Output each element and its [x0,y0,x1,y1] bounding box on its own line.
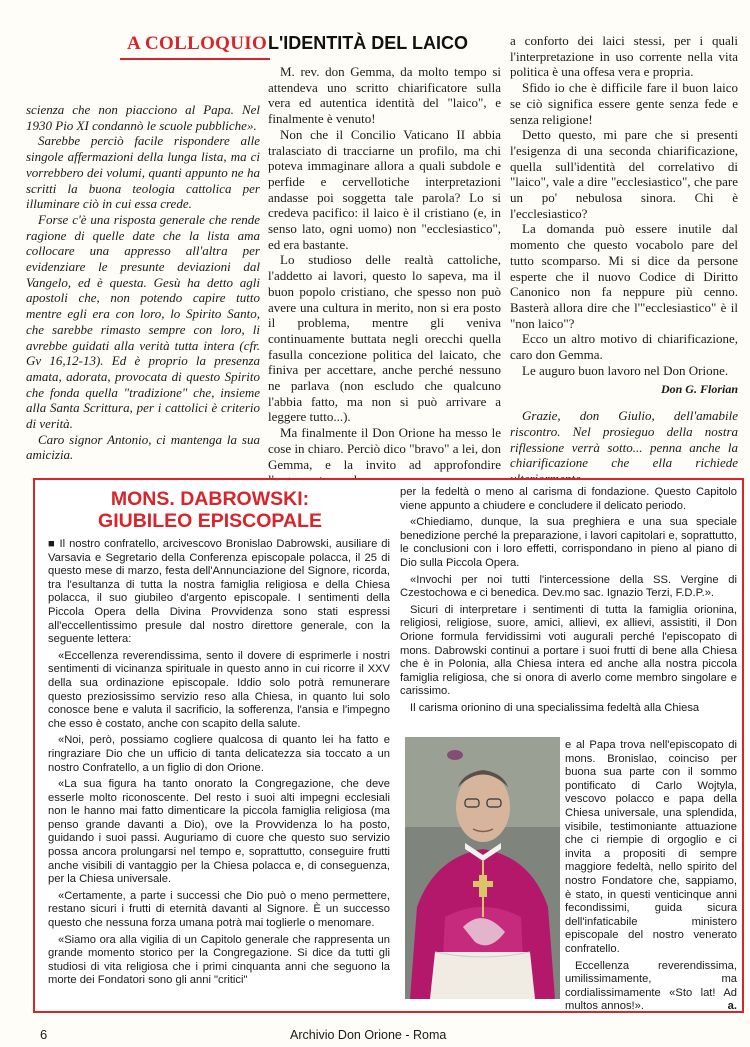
paragraph: a. [727,999,737,1012]
paragraph: Le auguro buon lavoro nel Don Orione. [522,362,729,378]
signature: Don G. Florian [660,382,738,397]
paragraph: Ecco un altro motivo di chiarificazione, caro don Gemma. [510,331,738,363]
paragraph: Sarebbe perciò facile rispondere alle singole affermazioni della lunga lista, ma ci vorrebbero dei volumi, quanti appunto ne ha scritti la buona teologia cattolica per illuminare ciò in cui essa crede. [26,133,260,212]
column-1 [26,102,260,463]
box-title-line: GIUBILEO EPISCOPALE [98,510,322,532]
paragraph: e al Papa trova nell'episcopato di mons. Bronislao, coinciso per buona sua parte con il sommo pontificato di Carlo Wojtyla, vescovo polacco e papa della Chiesa universale, una splendida, visibile, testimoniante attuazione che ci riempie di orgoglio e ci invita a propositi di sempre maggiore fedeltà, nello spirito del nostro Fondatore che, sappiamo, è stato, in questi venticinque anni fecondissimi, guida sicura dell'infaticabile ministero episcopale del nostro venerato confratello. [565,739,737,955]
box-title [60,488,360,532]
editor-reply: Grazie, don Giulio, dell'amabile riscontro. Nel prosieguo della nostra riflessione verrà sotto... penna anche la chiarificazione che ella richiede [510,408,738,471]
box-column-right-bottom [565,739,737,1016]
paragraph: scienza che non piacciono al Papa. Nel 1930 Pio XI condannò le scuole pubbliche». [26,102,260,133]
article-headline: L'IDENTITÀ DEL LAICO [268,33,468,53]
paragraph: La domanda può essere inutile dal momento che questo vocabolo pare del tutto scomparso. Mi si dice da persone esperte che il nuovo Codice di Diritto Canonico non fa neppure più cenno. Basterà allora dire che l'"ecclesiastico" è il "non laico"? [510,221,738,331]
paragraph: ■ Il nostro confratello, arcivescovo Bronislao Dabrowski, ausiliare di Varsavia e Segretario della Conferenza episcopale polacca, il 25 di questo mese di marzo, festa dell'Annunciazione del Signore, ricorda, tra l'esultanza di tutta la nostra famiglia religiosa e della Chiesa polacca, il suo giubileo d'argento episcopale. I sentimenti della Piccola Opera della Divina Provvidenza sono stati espressi all'eccellentissimo presule dal nostro direttore generale, con la seguente lettera: [48,538,390,646]
column-3 [510,33,738,487]
paragraph: Sicuri di interpretare i sentimenti di tutta la famiglia orionina, religiosi, religiose, suore, amici, allievi, ex allievi, assistiti, il Don Orione formula fervidissimi voti augurali perché l'episcopato di mons. Dabrowski continui a portare i suoi frutti di bene alla Chiesa che è in Polonia, alla Chiesa intera ed anche alla nostra piccola famiglia religiosa, che si onora di averlo come membro singolare e carissimo. [400,603,737,698]
page-number: 6 [40,1027,48,1042]
paragraph: «Invochi per noi tutti l'intercessione della SS. Vergine di Czestochowa e ci benedica. Dev.mo sac. Ignazio Terzi, F.D.P.». [400,573,737,600]
paragraph: Non che il Concilio Vaticano II abbia tralasciato di tracciarne un profilo, ma chi poteva immaginare allora a quali subdole e perfide e cervellotiche interpretazioni andasse poi soggetta tale parola? Lo si credeva pacifico: il laico è il cristiano (e, in senso lato, ogni uomo) non "ecclesiastico", ed era bastante. [268,126,501,252]
paragraph: «La sua figura ha tanto onorato la Congregazione, che deve esserle molto riconoscente. Del resto i suoi alti impegni ecclesiali non le hanno mai fatto dimenticare la piccola famiglia religiosa (ma penso grande davanti a Dio), ove la Provvidenza lo ha posto, guidando i suoi passi. Auguriamo di cuore che questo suo servizio possa ancora prolungarsi nel tempo e, soprattutto, conseguire frutti anche visibili di vantaggio per la Chiesa polacca e, di conseguenza, per la Chiesa universale. [48,778,390,886]
paragraph: a conforto dei laici stessi, per i quali l'interpretazione in uso corrente nella vita politica è una offesa vera e propria. [510,33,738,80]
paragraph: «Chiediamo, dunque, la sua preghiera e una sua speciale benedizione perché la preparazione, i lavori capitolari e, soprattutto, le conclusioni con i loro effetti, corrispondano in pieno al piano di Dio sulla Piccola Opera. [400,516,737,569]
paragraph: Sfido io che è difficile fare il buon laico se ciò significa essere gente senza fede e senza religione! [510,80,738,127]
paragraph: Eccellenza reverendissima, umilissimamente, ma cordialissimamente «Sto lat! Ad multos annos!». [565,959,737,1013]
paragraph: «Noi, però, possiamo cogliere qualcosa di quanto lei ha fatto e ringraziare Dio che un ufficio di tanta delicatezza sia toccato a un nostro Confratello, a un figlio di don Orione. [48,734,390,774]
paragraph: «Siamo ora alla vigilia di un Capitolo generale che rappresenta un grande momento storico per la Congregazione. Si dice da tutti gli studiosi di vita religiosa che i primi cinquanta anni che seguono la morte dei Fondatori sono gli anni "critici" [48,933,390,987]
paragraph: Lo studioso delle realtà cattoliche, l'addetto ai lavori, questo lo sapeva, ma il buon popolo cristiano, che spesso non può avere una cultura in merito, non si era posto il problema, mentre gli veniva continuamente buttata negli orecchi quella fasulla concezione politica del laicato, che finiva per accettare, anche perché nessuno ne parlava (non escludo che qualcuno l'abbia fatto, ma non si può arrivare a leggere tutto...). [268,252,501,425]
bishop-portrait-image [405,737,560,999]
section-rule [120,58,270,60]
paragraph: per la fedeltà o meno al carisma di fondazione. Questo Capitolo viene appunto a chiudere e concludere il delicato periodo. [400,486,737,512]
paragraph: «Certamente, a parte i successi che Dio può o meno permettere, restano sicuri i frutti di eternità davanti al Signore. È un successo questo che nessuna forza umana potrà mai toglierle o menomare. [48,889,390,930]
section-label: A COLLOQUIO [127,33,268,54]
paragraph: Il carisma orionino di una specialissima fedeltà alla Chiesa [410,701,700,714]
column-2 [268,64,501,488]
paragraph: Detto questo, mi pare che si presenti l'esigenza di una seconda chiarificazione, quella sull'identità del correlativo di "laico", vale a dire "ecclesiastico", che pare un po' nebulosa sinora. Chi è l'ecclesiastico? [510,127,738,221]
paragraph: «Eccellenza reverendissima, sento il dovere di esprimerle i nostri sentimenti di vicinanza spirituale in questo anno in cui ricorre il XXV della sua ordinazione episcopale. Iddio solo potrà remunerare questo preziosissimo servizio reso alla Chiesa, in quanto lui solo conosce bene e valuta il sacrificio, la sofferenza, l'ansia e l'impegno che esso è costato, anche con scapito della salute. [48,649,390,730]
box-title-line: MONS. DABROWSKI: [110,488,310,510]
paragraph: Forse c'è una risposta generale che rende ragione di quelle date che la lista ama collocare una appresso all'altra per evidenziare le presunte deviazioni dal Vangelo, ed è questa. Gesù ha detto agli apostoli che, non potendo capire tutto mentre egli era con loro, lo Spirito Santo, che sarebbe rimasto sempre con loro, li avrebbe guidati alla verità tutta intera (cfr. Gv 16,12-13). Ed è proprio la presenza amata, adorata, provocata di questo Spirito che fonda quella "tradizione" che, insieme alla Santa Scrittura, per i cattolici è criterio di verità. [26,211,260,432]
paragraph: M. rev. don Gemma, da molto tempo si attendeva uno scritto chiarificatore sulla vera ed autentica identità del "laico", e finalmente è venuto! [268,64,501,127]
paragraph: Ma finalmente il Don Orione ha messo le cose in chiaro. Perciò dico "bravo" a lei, don Gemma, e la invito ad approfondire [268,425,501,472]
bishop-photo [405,737,560,999]
box-column-right-top [400,486,737,719]
box-column-left [48,538,390,991]
paragraph: Caro signor Antonio, ci mantenga la sua amicizia. [26,431,260,463]
archive-watermark: Archivio Don Orione - Roma [290,1028,447,1042]
